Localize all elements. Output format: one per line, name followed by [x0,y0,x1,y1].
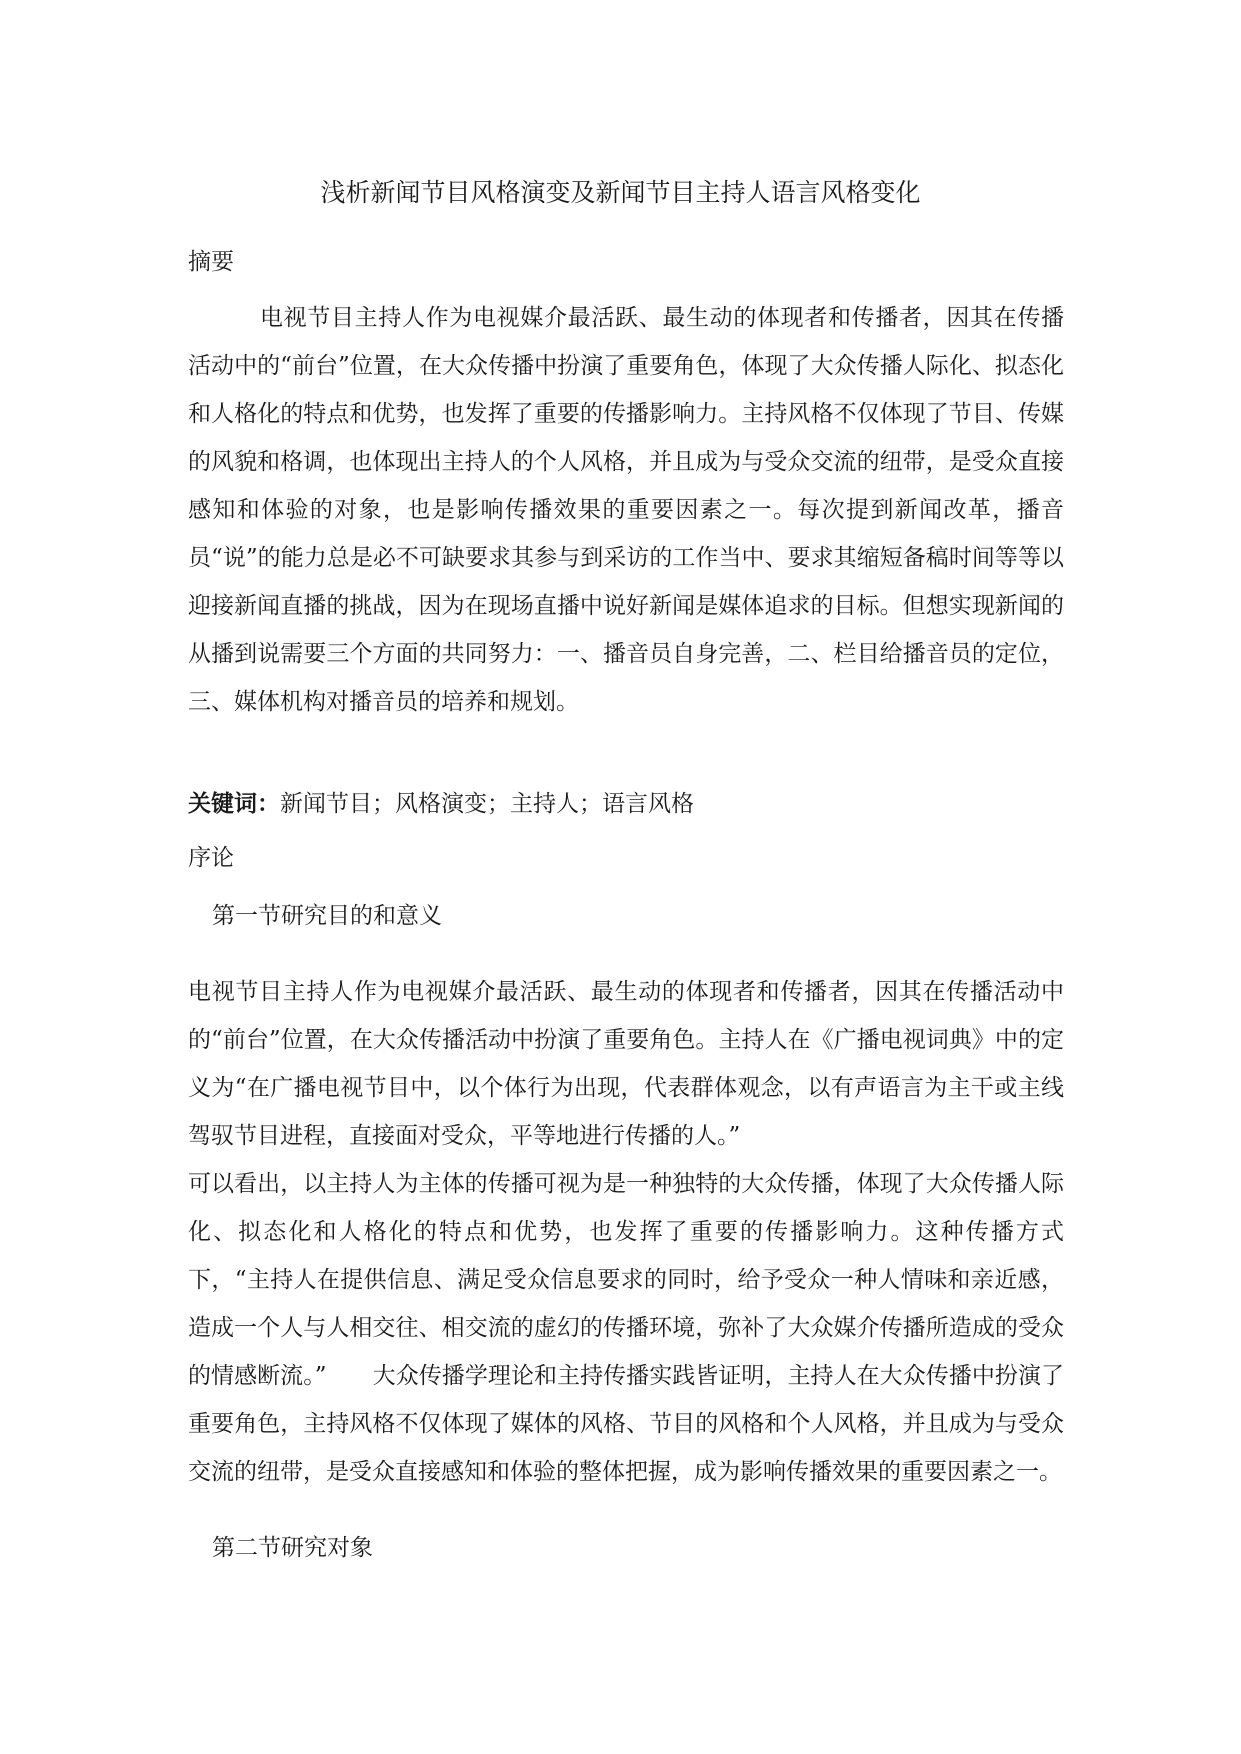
preface-heading: 序论 [188,845,234,871]
document-body [188,238,1064,1572]
keywords-line [188,780,1064,834]
abstract-label: 摘要 [188,249,234,275]
keywords-label: 关键词： [188,791,280,817]
section-1-heading: 第一节研究目的和意义 [212,903,442,929]
document-title: 浅析新闻节目风格演变及新闻节目主持人语言风格变化 [320,178,921,207]
keywords-text: 新闻节目；风格演变；主持人；语言风格 [280,791,694,817]
section-1-paragraph-2: 可以看出，以主持人为主体的传播可视为是一种独特的大众传播，体现了大众传播人际化、拟态化和人格化的特点和优势，也发挥了重要的传播影响力。这种传播方式下，“主持人在提供信息、满足受众信息要求的同时，给予受众一种人情味和亲近感，造成一个人与人相交往、相交流的虚幻的传播环境，弥补了大众媒介传播所造成的受众的情感断流。” 大众传播学理论和主持传播实践皆证明，主持人在大众传播中扮演了重要角色，主持风格不仅体现了媒体的风格、节目的风格和个人风格，并且成为与受众交流的纽带，是受众直接感知和体验的整体把握，成为影响传播效果的重要因素之一。 [188,1171,1064,1485]
section-1-paragraph-1: 电视节目主持人作为电视媒介最活跃、最生动的体现者和传播者，因其在传播活动中的“前台”位置，在大众传播活动中扮演了重要角色。主持人在《广播电视词典》中的定义为“在广播电视节目中，以个体行为出现，代表群体观念，以有声语言为主干或主线驾驭节目进程，直接面对受众，平等地进行传播的人。” [188,979,1064,1149]
abstract-paragraph: 电视节目主持人作为电视媒介最活跃、最生动的体现者和传播者，因其在传播活动中的“前台”位置，在大众传播中扮演了重要角色，体现了大众传播人际化、拟态化和人格化的特点和优势，也发挥了重要的传播影响力。主持风格不仅体现了节目、传媒的风貌和格调，也体现出主持人的个人风格，并且成为与受众交流的纽带，是受众直接感知和体验的对象，也是影响传播效果的重要因素之一。每次提到新闻改革，播音员“说”的能力总是必不可缺要求其参与到采访的工作当中、要求其缩短备稿时间等等以迎接新闻直播的挑战，因为在现场直播中说好新闻是媒体追求的目标。但想实现新闻的从播到说需要三个方面的共同努力：一、播音员自身完善，二、栏目给播音员的定位，三、媒体机构对播音员的培养和规划。 [188,305,1064,715]
section-2-heading: 第二节研究对象 [212,1535,373,1561]
